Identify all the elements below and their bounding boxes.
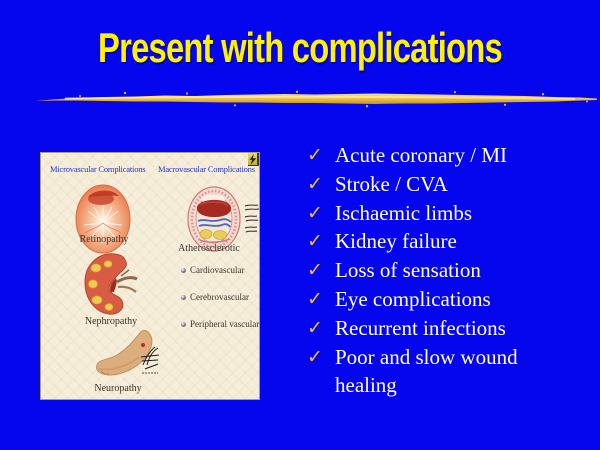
sphere-bullet-icon [181, 295, 186, 300]
list-item-text: Ischaemic limbs [335, 200, 473, 225]
check-icon: ✓ [307, 259, 323, 282]
complications-diagram [40, 152, 260, 400]
diagram-bullet-cardiovascular [181, 265, 244, 275]
list-item [307, 199, 550, 228]
list-item [307, 256, 550, 285]
list-item-text: Stroke / CVA [335, 171, 448, 196]
list-item [307, 170, 550, 199]
list-item-text: Poor and slow wound healing [335, 344, 518, 398]
nephropathy-label: Nephropathy [84, 316, 138, 327]
sphere-bullet-icon [181, 268, 186, 273]
lightning-bolt-glyph [248, 154, 257, 165]
list-item [307, 227, 550, 256]
neuropathy-label: Neuropathy [94, 383, 142, 394]
list-item-text: Loss of sensation [335, 258, 481, 283]
check-icon: ✓ [307, 201, 323, 224]
signature-mark [139, 345, 161, 375]
list-item-text: Eye complications [335, 286, 491, 311]
complications-bullet-list [307, 141, 550, 400]
diagram-bullet-label: Cardiovascular [190, 265, 245, 275]
check-icon: ✓ [307, 172, 323, 195]
handwritten-annotation [244, 203, 260, 241]
list-item-text: Kidney failure [335, 229, 457, 254]
list-item [307, 343, 550, 401]
diagram-right-header: Macrovascular Complications [158, 164, 255, 174]
diagram-bullet-cerebrovascular [181, 292, 249, 302]
brush-stroke-divider [35, 87, 598, 111]
check-icon: ✓ [307, 144, 323, 166]
list-item-text: Recurrent infections [335, 315, 506, 340]
nephropathy-illustration [81, 252, 141, 316]
slide-title: Present with complications [98, 24, 502, 71]
diagram-bullet-label: Cerebrovascular [190, 292, 249, 302]
diagram-bullet-label: Peripheral vascular [190, 319, 260, 329]
diagram-left-header: Microvascular Complications [50, 164, 146, 174]
retinopathy-label: Retinopathy [79, 234, 129, 245]
list-item [307, 285, 550, 314]
sphere-bullet-icon [181, 322, 186, 327]
list-item-text: Acute coronary / MI [335, 143, 508, 167]
list-item [307, 314, 550, 343]
check-icon: ✓ [307, 230, 323, 253]
atherosclerotic-label: Atherosclerotic [178, 243, 240, 254]
list-item [307, 141, 550, 170]
check-icon: ✓ [307, 316, 323, 339]
diagram-bullet-peripheral-vascular [181, 319, 259, 329]
check-icon: ✓ [307, 345, 323, 368]
check-icon: ✓ [307, 287, 323, 310]
